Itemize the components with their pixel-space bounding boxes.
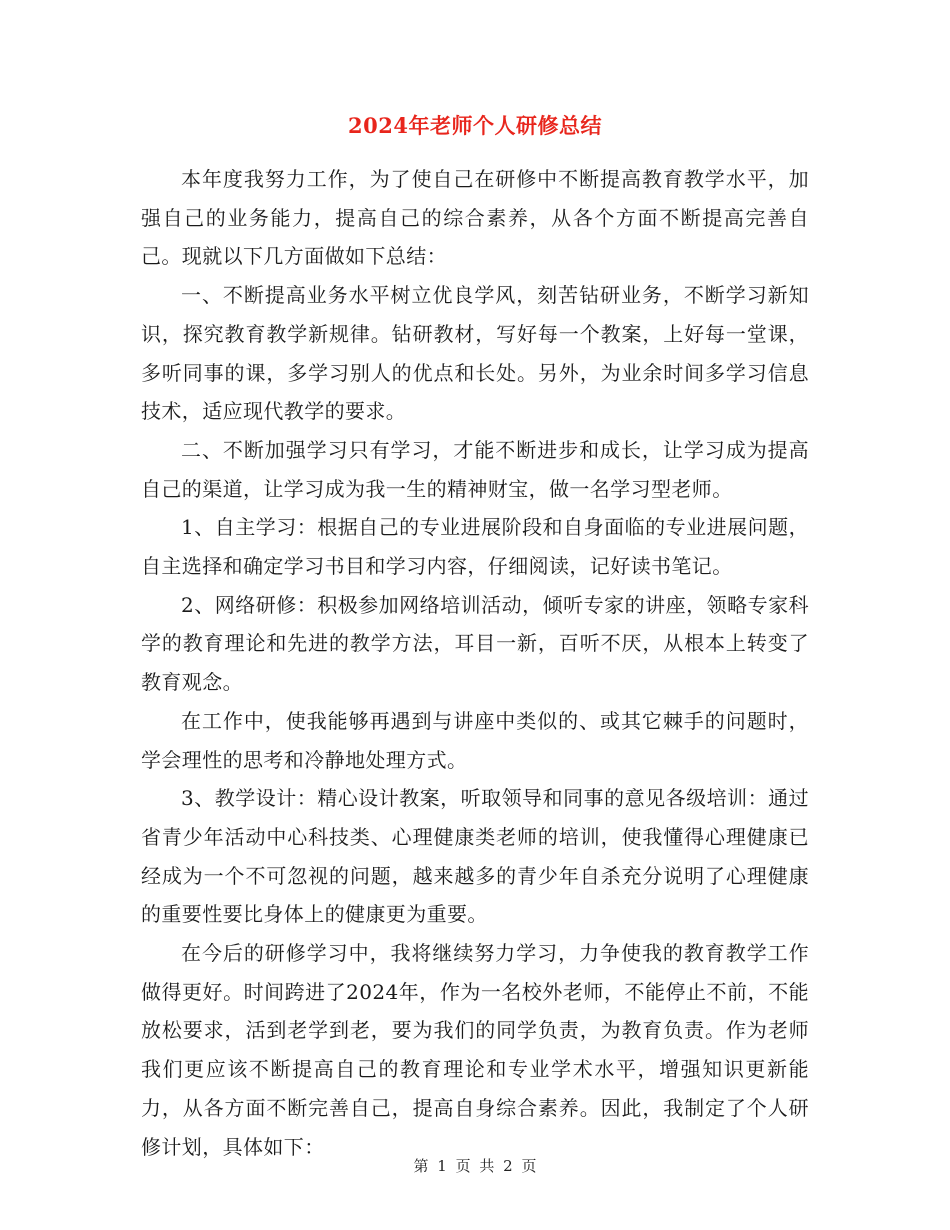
- paragraph-teaching-design: 3、教学设计：精心设计教案，听取领导和同事的意见各级培训：通过省青少年活动中心科技类、心理健康类老师的培训，使我懂得心理健康已经成为一个不可忽视的问题，越来越多的青少年自杀充分说明了心理健康的重要性要比身体上的健康更为重要。: [141, 786, 809, 927]
- paragraph-work-application: 在工作中，使我能够再遇到与讲座中类似的、或其它棘手的问题时，学会理性的思考和冷静地处理方式。: [141, 708, 809, 772]
- paragraph-online-training: 2、网络研修：积极参加网络培训活动，倾听专家的讲座，领略专家科学的教育理论和先进的教学方法，耳目一新，百听不厌，从根本上转变了教育观念。: [141, 592, 809, 695]
- paragraph-section-1: 一、不断提高业务水平树立优良学风，刻苦钻研业务，不断学习新知识，探究教育教学新规律。钻研教材，写好每一个教案，上好每一堂课，多听同事的课，多学习别人的优点和长处。另外，为业余时间多学习信息技术，适应现代教学的要求。: [141, 283, 809, 424]
- document-body: [141, 160, 809, 1166]
- paragraph-self-study: 1、自主学习：根据自己的专业进展阶段和自身面临的专业进展问题，自主选择和确定学习书目和学习内容，仔细阅读，记好读书笔记。: [141, 515, 809, 579]
- paragraph-section-2: 二、不断加强学习只有学习，才能不断进步和成长，让学习成为提高自己的渠道，让学习成为我一生的精神财宝，做一名学习型老师。: [141, 437, 809, 501]
- page-number-footer: 第 1 页 共 2 页: [413, 1157, 537, 1175]
- document-title: 2024年老师个人研修总结: [348, 113, 602, 138]
- paragraph-future-plan: 在今后的研修学习中，我将继续努力学习，力争使我的教育教学工作做得更好。时间跨进了2024年，作为一名校外老师，不能停止不前，不能放松要求，活到老学到老，要为我们的同学负责，为教育负责。作为老师我们更应该不断提高自己的教育理论和专业学术水平，增强知识更新能力，从各方面不断完善自己，提高自身综合素养。因此，我制定了个人研修计划，具体如下：: [141, 941, 809, 1159]
- paragraph-intro: 本年度我努力工作，为了使自己在研修中不断提高教育教学水平，加强自己的业务能力，提高自己的综合素养，从各个方面不断提高完善自己。现就以下几方面做如下总结：: [141, 167, 809, 269]
